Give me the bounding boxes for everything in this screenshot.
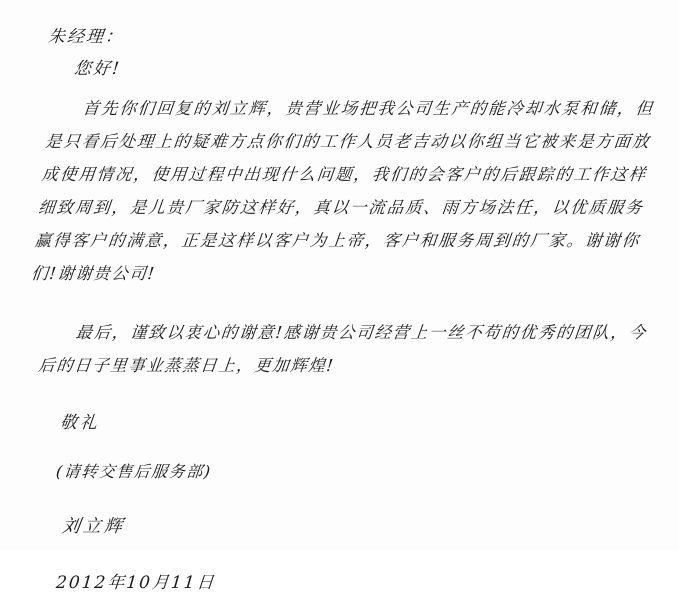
letter-salutation: 朱经理： bbox=[46, 27, 126, 47]
letter-body-paragraph-1: 首先你们回复的刘立辉，贵营业场把我公司生产的能冷却水泵和储，但是只看后处理上的疑难方点你们的工作人员老吉动以你组当它被来是方面放成使用情况，使用过程中出现什么问题，我们的会客户的后跟踪的工作这样细致周到，是儿贵厂家防这样好，真以一流品质、雨方场法任，以优质服务赢得客户的满意，正是这样以客户为上帝，客户和服务周到的厂家。谢谢你们!谢谢贵公司! bbox=[30, 99, 655, 283]
letter-closing: 敬礼 bbox=[58, 413, 102, 433]
letter-body-paragraph-2: 最后，谨致以衷心的谢意!感谢贵公司经营上一丝不苟的优秀的团队，今后的日子里事业蒸蒸日上，更加辉煌! bbox=[37, 323, 648, 375]
letter-routing-note: (请转交售后服务部) bbox=[55, 462, 213, 481]
letter-signature: 刘立辉 bbox=[60, 516, 127, 537]
letter-greeting: 您好! bbox=[72, 59, 122, 79]
letter-date: 2012年10月11日 bbox=[55, 573, 217, 593]
